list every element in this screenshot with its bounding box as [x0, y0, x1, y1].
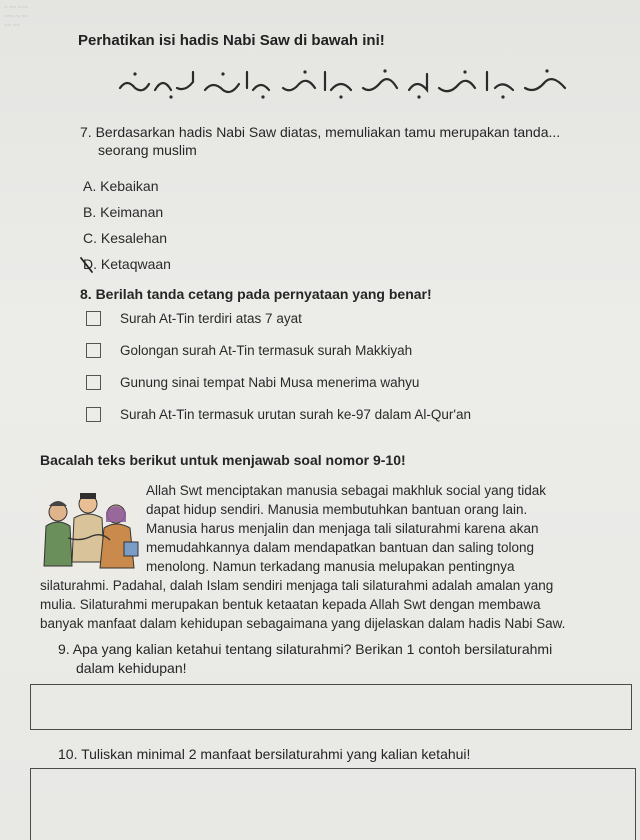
- q10-text-line1: 10. Tuliskan minimal 2 manfaat bersilaturahmi yang kalian ketahui!: [58, 746, 471, 762]
- reading-line-8: banyak manfaat dalam kehidupan sebagaimana yang dijelaskan dalam hadis Nabi Saw.: [40, 616, 566, 631]
- q8-statement-2: Golongan surah At-Tin termasuk surah Makkiyah: [120, 343, 413, 358]
- q7-option-b[interactable]: B. Keimanan: [83, 204, 164, 220]
- q8-statement-4: Surah At-Tin termasuk urutan surah ke-97 dalam Al-Qur'an: [120, 407, 471, 422]
- reading-line-4: memudahkannya dalam mendapatkan bantuan dan saling tolong: [146, 540, 535, 555]
- q9-answer-box[interactable]: [30, 684, 632, 730]
- q9-text-line1: 9. Apa yang kalian ketahui tentang silaturahmi? Berikan 1 contoh bersilaturahmi: [58, 641, 553, 657]
- reading-line-5: menolong. Namun terkadang manusia melupakan pentingnya: [146, 559, 515, 574]
- q8-title: 8. Berilah tanda cetang pada pernyataan yang benar!: [80, 286, 432, 302]
- q7-text-line2: seorang muslim: [98, 142, 197, 158]
- answer-mark-icon: [78, 254, 98, 274]
- reading-line-6: silaturahmi. Padahal, dalah Islam sendiri menjaga tali silaturahmi adalah amalan yang: [40, 578, 554, 593]
- q8-checkbox-4[interactable]: [86, 407, 101, 422]
- hadith-instruction: Perhatikan isi hadis Nabi Saw di bawah ini!: [78, 32, 385, 49]
- q9-text-line2: dalam kehidupan!: [76, 660, 187, 676]
- arabic-hadith-script: [115, 66, 575, 102]
- reading-line-7: mulia. Silaturahmi merupakan bentuk ketaatan kepada Allah Swt dengan membawa: [40, 597, 541, 612]
- q7-option-c[interactable]: C. Kesalehan: [83, 230, 168, 246]
- reading-title: Bacalah teks berikut untuk menjawab soal nomor 9-10!: [40, 452, 406, 468]
- q8-checkbox-2[interactable]: [86, 343, 101, 358]
- reading-line-3: Manusia harus menjalin dan menjaga tali silaturahmi karena akan: [146, 521, 539, 536]
- people-greeting-illustration: [40, 482, 140, 578]
- reading-line-1: Allah Swt menciptakan manusia sebagai makhluk social yang tidak: [146, 483, 546, 498]
- q7-option-d[interactable]: D. Ketaqwaan: [83, 256, 171, 272]
- q8-statement-1: Surah At-Tin terdiri atas 7 ayat: [120, 311, 302, 326]
- q8-statement-3: Gunung sinai tempat Nabi Musa menerima wahyu: [120, 375, 420, 390]
- reading-line-2: dapat hidup sendiri. Manusia membutuhkan bantuan orang lain.: [146, 502, 528, 517]
- q10-answer-box[interactable]: [30, 768, 636, 840]
- q7-option-a[interactable]: A. Kebaikan: [83, 178, 159, 194]
- q8-checkbox-3[interactable]: [86, 375, 101, 390]
- q8-checkbox-1[interactable]: [86, 311, 101, 326]
- bleed-through-text: ~ ~~ ~~~ ~~~ ~ ~~ ~~ ~~: [4, 5, 29, 29]
- q7-text-line1: 7. Berdasarkan hadis Nabi Saw diatas, memuliakan tamu merupakan tanda...: [80, 124, 561, 140]
